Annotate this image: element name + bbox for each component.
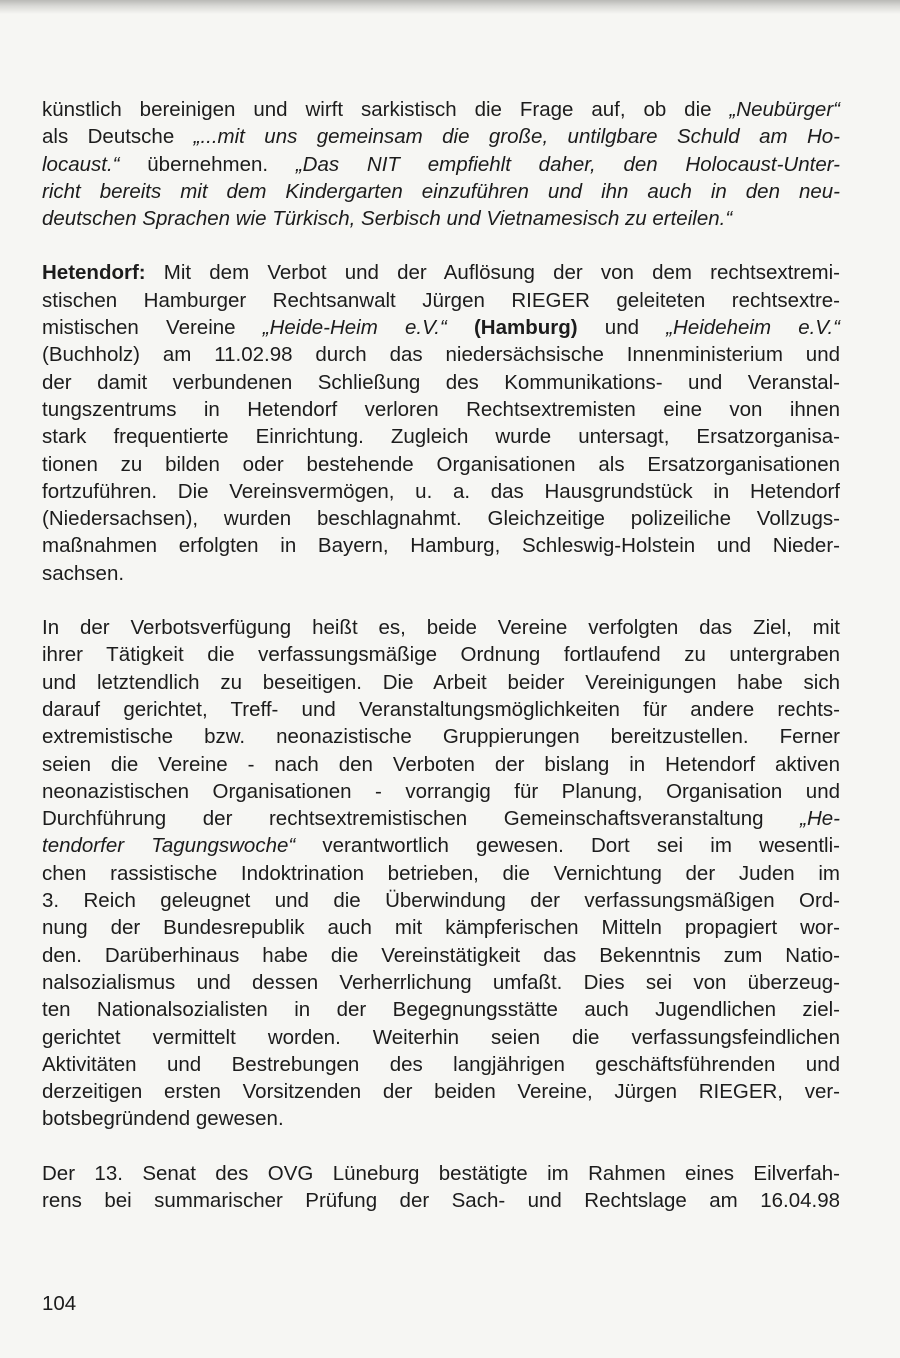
text-run: ihrer Tätigkeit die verfassungsmäßige Ordnung fortlaufend zu untergraben bbox=[42, 643, 840, 667]
text-line bbox=[42, 341, 840, 368]
text-run: Durchführung der rechtsextremistischen Gemeinschaftsveranstaltung bbox=[42, 807, 801, 831]
text-run: rens bei summarischer Prüfung der Sach- und Rechtslage am 16.04.98 bbox=[42, 1188, 840, 1212]
paragraph bbox=[42, 96, 840, 232]
text-line bbox=[42, 423, 840, 450]
text-line bbox=[42, 641, 840, 668]
text-line bbox=[42, 369, 840, 396]
text-line bbox=[42, 723, 840, 750]
text-run: den. Darüberhinaus habe die Vereinstätigkeit das Bekenntnis zum Natio- bbox=[42, 943, 840, 967]
document-page bbox=[42, 96, 840, 1241]
italic-text: „Das NIT empfiehlt daher, den Holocaust-Unter- bbox=[295, 152, 841, 176]
text-run bbox=[447, 316, 474, 339]
text-line bbox=[42, 151, 840, 178]
italic-text: „...mit uns gemeinsam die große, untilgbare Schuld am Ho- bbox=[193, 125, 841, 149]
text-line bbox=[42, 451, 840, 478]
text-run: botsbegründend gewesen. bbox=[42, 1107, 284, 1131]
text-line bbox=[42, 1051, 840, 1078]
italic-text: „Heide-Heim e.V.“ bbox=[262, 316, 447, 340]
text-line bbox=[42, 832, 840, 859]
text-run: Mit dem Verbot und der Auflösung der von dem rechtsextremi- bbox=[145, 261, 840, 285]
text-run: tungszentrums in Hetendorf verloren Rechtsextremisten eine von ihnen bbox=[42, 397, 840, 421]
text-run: der damit verbundenen Schließung des Kommunikations- und Veranstal- bbox=[42, 370, 840, 394]
text-line bbox=[42, 259, 840, 286]
text-run: stark frequentierte Einrichtung. Zugleich wurde untersagt, Ersatzorganisa- bbox=[42, 425, 840, 449]
text-run: Der 13. Senat des OVG Lüneburg bestätigte im Rahmen eines Eilverfah- bbox=[42, 1161, 840, 1185]
text-line bbox=[42, 505, 840, 532]
text-run: (Buchholz) am 11.02.98 durch das niedersächsische Innenministerium und bbox=[42, 343, 840, 367]
text-run: tionen zu bilden oder bestehende Organisationen als Ersatzorganisationen bbox=[42, 452, 840, 476]
bold-text: Hetendorf: bbox=[42, 261, 146, 285]
text-run: mistischen Vereine bbox=[42, 316, 263, 340]
text-run: seien die Vereine - nach den Verboten der bislang in Hetendorf aktiven bbox=[42, 752, 840, 776]
text-run: und bbox=[577, 316, 667, 340]
text-line bbox=[42, 205, 840, 232]
text-line bbox=[42, 1024, 840, 1051]
text-line bbox=[42, 1078, 840, 1105]
text-run: In der Verbotsverfügung heißt es, beide Vereine verfolgten das Ziel, mit bbox=[42, 616, 840, 640]
text-line bbox=[42, 96, 840, 123]
text-line bbox=[42, 914, 840, 941]
text-line bbox=[42, 751, 840, 778]
text-run: sachsen. bbox=[42, 561, 125, 585]
text-run: gerichtet vermittelt worden. Weiterhin seien die verfassungsfeindlichen bbox=[42, 1025, 840, 1049]
page-top-edge bbox=[0, 0, 900, 14]
text-line bbox=[42, 1187, 840, 1214]
text-line bbox=[42, 1105, 840, 1132]
page-number: 104 bbox=[42, 1292, 77, 1315]
paragraph bbox=[42, 1160, 840, 1215]
text-run: 3. Reich geleugnet und die Überwindung der verfassungsmäßigen Ord- bbox=[42, 889, 840, 913]
italic-text: tendorfer Tagungswoche“ bbox=[42, 834, 296, 858]
paragraph bbox=[42, 259, 840, 587]
italic-text: deutschen Sprachen wie Türkisch, Serbisch und Vietnamesisch zu erteilen.“ bbox=[42, 207, 733, 231]
text-line bbox=[42, 178, 840, 205]
text-run: nalsozialismus und dessen Verherrlichung umfaßt. Dies sei von überzeug- bbox=[42, 970, 840, 994]
text-run: als Deutsche bbox=[42, 125, 194, 149]
bold-text: (Hamburg) bbox=[473, 316, 578, 340]
text-line bbox=[42, 860, 840, 887]
text-line bbox=[42, 778, 840, 805]
text-run: extremistische bzw. neonazistische Gruppierungen bereitzustellen. Ferner bbox=[42, 725, 840, 749]
text-line bbox=[42, 996, 840, 1023]
text-line bbox=[42, 887, 840, 914]
italic-text: locaust.“ bbox=[42, 152, 120, 176]
text-run: Aktivitäten und Bestrebungen des langjährigen geschäftsführenden und bbox=[42, 1052, 840, 1076]
text-line bbox=[42, 123, 840, 150]
text-run: darauf gerichtet, Treff- und Veranstaltungsmöglichkeiten für andere rechts- bbox=[42, 697, 840, 721]
text-run: neonazistischen Organisationen - vorrangig für Planung, Organisation und bbox=[42, 779, 840, 803]
italic-text: „Neubürger“ bbox=[729, 98, 840, 121]
text-run: fortzuführen. Die Vereinsvermögen, u. a. das Hausgrundstück in Hetendorf bbox=[42, 479, 840, 503]
text-line bbox=[42, 314, 840, 341]
text-run: ten Nationalsozialisten in der Begegnungsstätte auch Jugendlichen ziel- bbox=[42, 998, 840, 1022]
text-run: (Niedersachsen), wurden beschlagnahmt. Gleichzeitige polizeiliche Vollzugs- bbox=[42, 507, 840, 531]
text-run: nung der Bundesrepublik auch mit kämpferischen Mitteln propagiert wor- bbox=[42, 916, 840, 940]
text-line bbox=[42, 287, 840, 314]
text-line bbox=[42, 614, 840, 641]
text-line bbox=[42, 942, 840, 969]
text-line bbox=[42, 478, 840, 505]
text-run: maßnahmen erfolgten in Bayern, Hamburg, Schleswig-Holstein und Nieder- bbox=[42, 534, 840, 558]
italic-text: „He- bbox=[800, 807, 840, 831]
italic-text: „Heideheim e.V.“ bbox=[666, 316, 840, 340]
italic-text: richt bereits mit dem Kindergarten einzuführen und ihn auch in den neu- bbox=[42, 179, 840, 203]
text-line bbox=[42, 532, 840, 559]
text-line bbox=[42, 669, 840, 696]
paragraph bbox=[42, 614, 840, 1133]
text-run: stischen Hamburger Rechtsanwalt Jürgen RIEGER geleiteten rechtsextre- bbox=[42, 288, 840, 312]
text-run: derzeitigen ersten Vorsitzenden der beiden Vereine, Jürgen RIEGER, ver- bbox=[42, 1080, 840, 1104]
text-line bbox=[42, 969, 840, 996]
text-run: und letztendlich zu beseitigen. Die Arbeit beider Vereinigungen habe sich bbox=[42, 670, 840, 694]
text-line bbox=[42, 1160, 840, 1187]
text-run: verantwortlich gewesen. Dort sei im wesentli- bbox=[295, 834, 840, 858]
text-line bbox=[42, 696, 840, 723]
text-line bbox=[42, 805, 840, 832]
text-run: chen rassistische Indoktrination betrieben, die Vernichtung der Juden im bbox=[42, 861, 840, 885]
text-run: künstlich bereinigen und wirft sarkistisch die Frage auf, ob die bbox=[42, 98, 730, 121]
text-run: übernehmen. bbox=[119, 152, 296, 176]
text-line bbox=[42, 560, 840, 587]
text-line bbox=[42, 396, 840, 423]
